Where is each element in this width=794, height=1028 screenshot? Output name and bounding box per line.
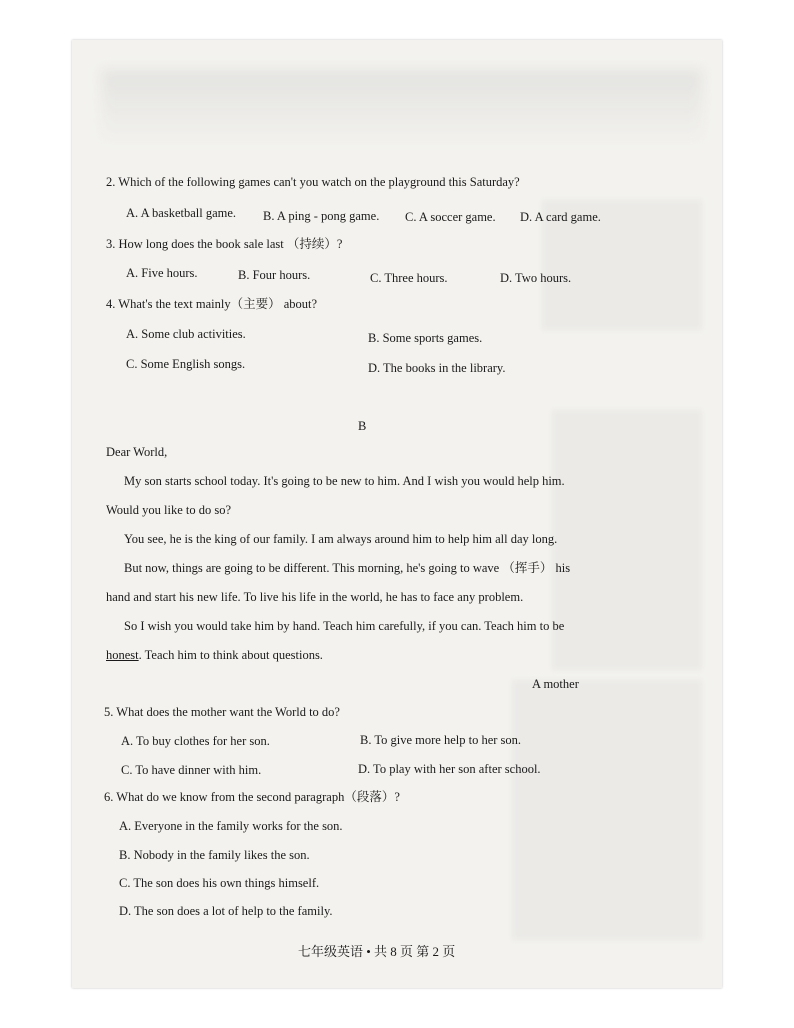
question-6-option-a: A. Everyone in the family works for the son. [119, 819, 343, 833]
question-4-stem: 4. What's the text mainly（主要） about? [106, 297, 318, 311]
question-4-option-a: A. Some club activities. [126, 327, 246, 341]
question-3-stem: 3. How long does the book sale last （持续）? [106, 237, 343, 251]
question-4-option-d: D. The books in the library. [368, 361, 506, 375]
passage-line: My son starts school today. It's going to be new to him. And I wish you would help him. [124, 474, 565, 488]
question-2-option-b: B. A ping - pong game. [263, 209, 380, 223]
bleed-through-block [552, 410, 702, 670]
question-5-stem: 5. What does the mother want the World to do? [104, 705, 340, 719]
question-5-option-c: C. To have dinner with him. [121, 763, 262, 777]
bleed-through-header [102, 70, 702, 140]
passage-line: You see, he is the king of our family. I am always around him to help him all day long. [124, 532, 558, 546]
section-label: B [358, 419, 367, 433]
question-5-option-a: A. To buy clothes for her son. [121, 734, 270, 748]
passage-line: Would you like to do so? [106, 503, 232, 517]
letter-signature: A mother [532, 677, 579, 691]
bleed-through-block [512, 680, 702, 940]
question-2-option-c: C. A soccer game. [405, 210, 496, 224]
question-3-option-b: B. Four hours. [238, 268, 311, 282]
question-5-option-d: D. To play with her son after school. [358, 762, 541, 776]
question-6-option-c: C. The son does his own things himself. [119, 876, 320, 890]
question-3-option-d: D. Two hours. [500, 271, 572, 285]
question-3-option-a: A. Five hours. [126, 266, 198, 280]
passage-line: So I wish you would take him by hand. Teach him carefully, if you can. Teach him to be [124, 619, 565, 633]
question-4-option-c: C. Some English songs. [126, 357, 246, 371]
question-2-option-d: D. A card game. [520, 210, 601, 224]
question-3-option-c: C. Three hours. [370, 271, 448, 285]
question-6-option-b: B. Nobody in the family likes the son. [119, 848, 310, 862]
passage-line: hand and start his new life. To live his life in the world, he has to face any problem. [106, 590, 524, 604]
page-footer: 七年级英语 • 共 8 页 第 2 页 [298, 944, 456, 959]
letter-salutation: Dear World, [106, 445, 168, 459]
question-4-option-b: B. Some sports games. [368, 331, 483, 345]
passage-line: But now, things are going to be different. This morning, he's going to wave （挥手） his [124, 561, 571, 575]
question-6-stem: 6. What do we know from the second paragraph（段落）? [104, 790, 400, 804]
question-6-option-d: D. The son does a lot of help to the family. [119, 904, 333, 918]
passage-last-line [106, 647, 323, 663]
passage-last-line-rest: . Teach him to think about questions. [138, 648, 323, 662]
question-5-option-b: B. To give more help to her son. [360, 733, 522, 747]
question-2-option-a: A. A basketball game. [126, 206, 237, 220]
underlined-word: honest [106, 648, 139, 662]
question-2-stem: 2. Which of the following games can't you watch on the playground this Saturday? [106, 175, 520, 189]
